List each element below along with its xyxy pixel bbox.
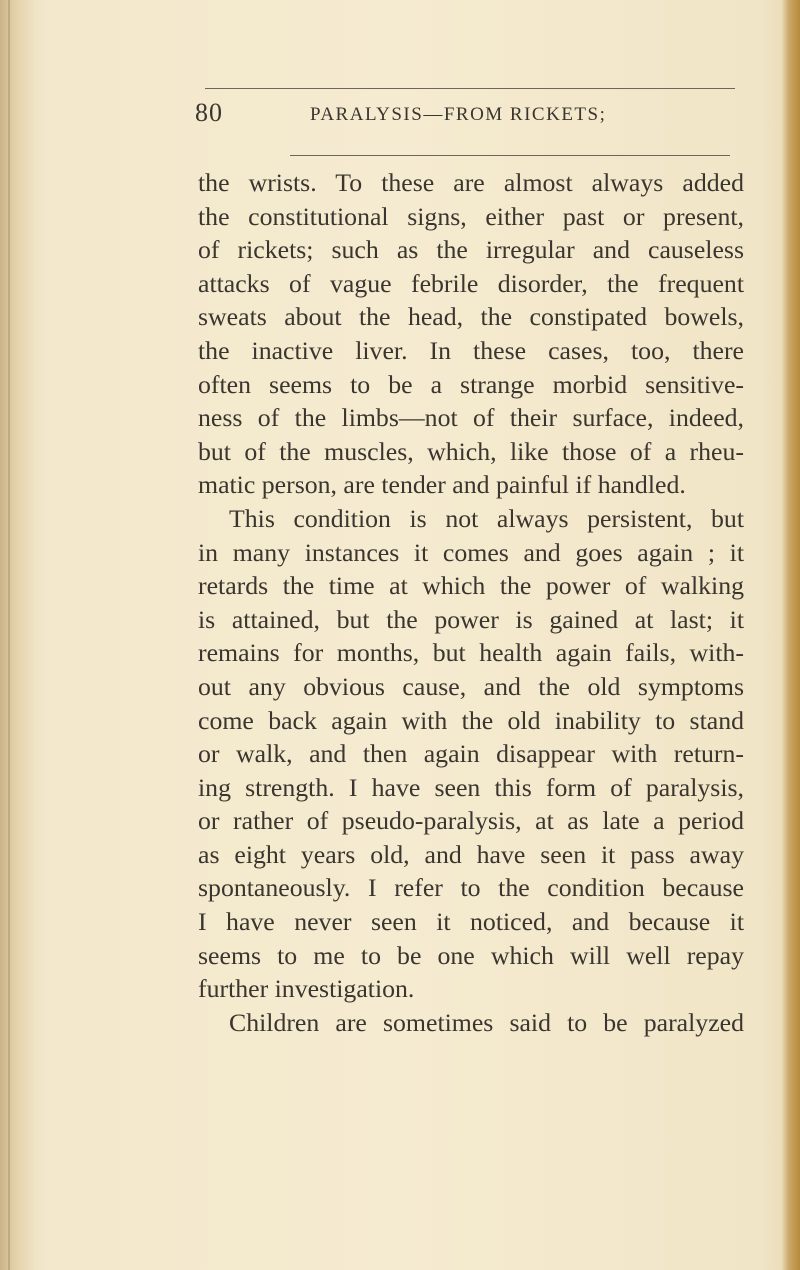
page-gutter xyxy=(0,0,34,1270)
text-line: further investigation. xyxy=(198,974,415,1004)
text-line: the constitutional signs, either past or present, xyxy=(198,201,744,231)
text-line: matic person, are tender and painful if handled. xyxy=(198,470,686,500)
text-line: seems to me to be one which will well repay xyxy=(198,940,744,970)
page-edge xyxy=(782,0,800,1270)
text-line: in many instances it comes and goes again ; it xyxy=(198,537,744,567)
text-line: often seems to be a strange morbid sensitive- xyxy=(198,369,744,399)
text-line: but of the muscles, which, like those of a rheu- xyxy=(198,436,744,466)
text-line: ing strength. I have seen this form of paralysis, xyxy=(198,772,744,802)
page-number: 80 xyxy=(195,98,223,127)
text-line: come back again with the old inability to stand xyxy=(198,705,744,735)
text-line: I have never seen it noticed, and because it xyxy=(198,907,744,937)
text-line: the inactive liver. In these cases, too, there xyxy=(198,335,744,365)
paragraph-start-line: Children are sometimes said to be paralyzed xyxy=(229,1007,744,1037)
text-line: out any obvious cause, and the old symptoms xyxy=(198,671,744,701)
header-rule-bottom xyxy=(290,155,730,156)
text-line: as eight years old, and have seen it pass away xyxy=(198,839,744,869)
text-line: is attained, but the power is gained at last; it xyxy=(198,604,744,634)
text-line: of rickets; such as the irregular and causeless xyxy=(198,235,744,265)
text-line: the wrists. To these are almost always added xyxy=(198,168,744,197)
text-line: retards the time at which the power of walking xyxy=(198,571,744,601)
text-line: attacks of vague febrile disorder, the frequent xyxy=(198,268,744,298)
text-line: or walk, and then again disappear with return- xyxy=(198,739,744,769)
text-line: remains for months, but health again fails, with- xyxy=(198,638,744,668)
text-line: sweats about the head, the constipated bowels, xyxy=(198,302,744,332)
body-text xyxy=(198,166,744,1039)
header-rule-top xyxy=(205,88,735,89)
page-header xyxy=(195,98,735,134)
text-line: spontaneously. I refer to the condition because xyxy=(198,873,744,903)
text-line: ness of the limbs—not of their surface, indeed, xyxy=(198,403,744,433)
paragraph-start-line: This condition is not always persistent, but xyxy=(229,503,744,533)
text-line: or rather of pseudo-paralysis, at as late a period xyxy=(198,806,744,836)
running-head: PARALYSIS—FROM RICKETS; xyxy=(310,104,607,125)
